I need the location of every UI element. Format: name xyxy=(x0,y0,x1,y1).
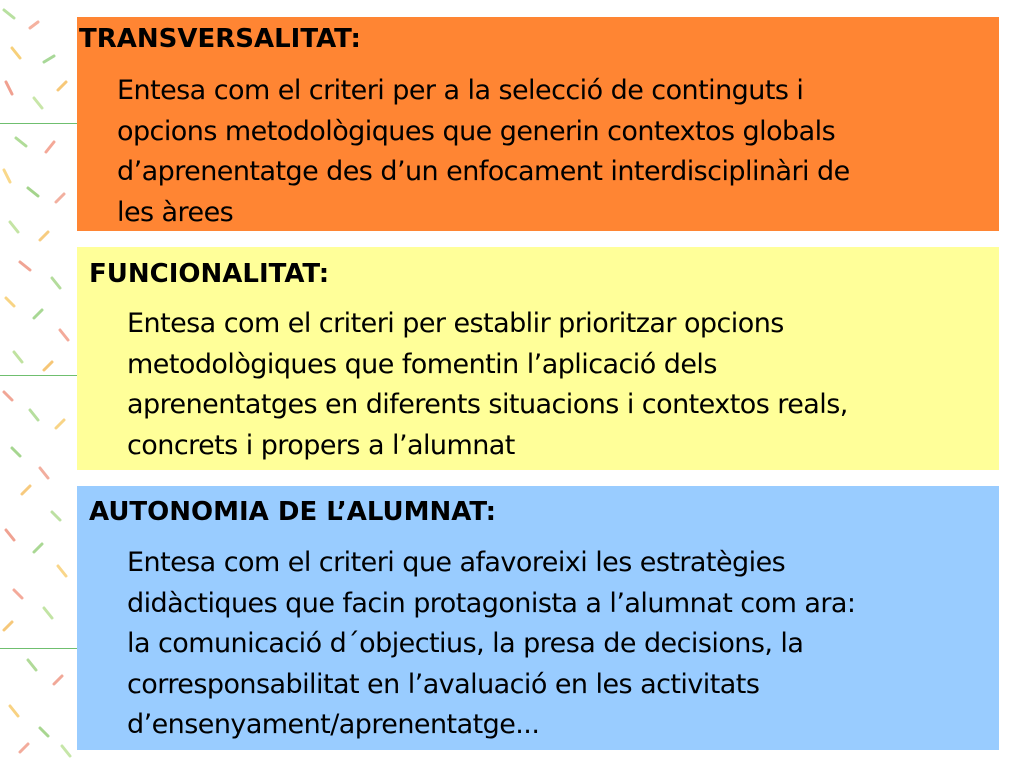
section-text: Entesa com el criteri per a la selecció de continguts i opcions metodològiques que generin contextos globals d’aprenentatge des d’un enfocament interdisciplinàri de les àrees xyxy=(117,75,850,228)
divider-line xyxy=(0,375,78,376)
divider-line xyxy=(0,123,78,124)
section-text: Entesa com el criteri per establir prioritzar opcions metodològiques que fomentin l’aplicació dels aprenentatges en diferents situacions i contextos reals, concrets i propers a l’alumnat xyxy=(127,308,848,461)
section-text: Entesa com el criteri que afavoreixi les estratègies didàctiques que facin protagonista a l’alumnat com ara: la comunicació d´objectius, la presa de decisions, la corresponsabilitat en l’avaluació en les activitats d’ensenyament/aprenentatge... xyxy=(127,547,856,740)
section-title: TRANSVERSALITAT: xyxy=(79,24,361,54)
section-title: FUNCIONALITAT: xyxy=(89,259,330,289)
section-autonomia xyxy=(77,486,999,750)
confetti-decoration xyxy=(0,0,78,768)
section-funcionalitat xyxy=(77,247,999,470)
confetti-pattern xyxy=(0,0,78,768)
section-transversalitat xyxy=(77,17,999,231)
divider-line xyxy=(0,648,78,649)
section-title: AUTONOMIA DE L’ALUMNAT: xyxy=(89,497,497,527)
